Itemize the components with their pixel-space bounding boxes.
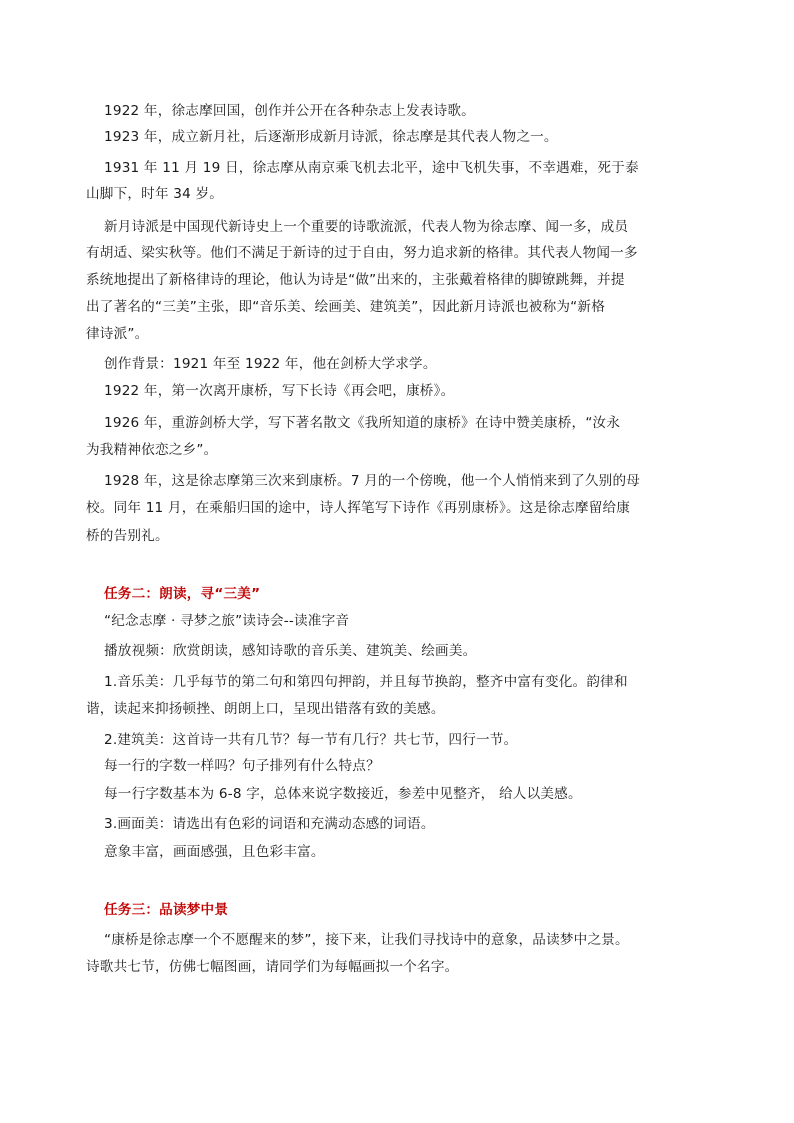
task2-reading-event: “纪念志摩 · 寻梦之旅”读诗会--读准字音 [104,613,350,629]
task2-answer: 每一行字数基本为 6-8 字，总体来说字数接近，参差中见整齐， 给人以美感。 [104,786,582,802]
background-1922: 1922 年，第一次离开康桥，写下长诗《再会吧，康桥》。 [104,383,455,399]
task2-painting-beauty: 3.画面美：请选出有色彩的词语和充满动态感的词语。 [104,816,435,832]
school-para-line1: 新月诗派是中国现代新诗史上一个重要的诗歌流派，代表人物为徐志摩、闻一多，成员 [104,219,629,235]
background-1926-line2: 为我精神依恋之乡”。 [86,442,218,458]
task2-video: 播放视频：欣赏朗读，感知诗歌的音乐美、建筑美、绘画美。 [104,643,477,659]
task2-music-beauty-line1: 1.音乐美：几乎每节的第二句和第四句押韵，并且每节换韵，整齐中富有变化。韵律和 [104,674,628,690]
background-1928-line3: 桥的告别礼。 [86,528,169,544]
task3-instruction: 诗歌共七节，仿佛七幅图画，请同学们为每幅画拟一个名字。 [86,959,459,975]
task2-question: 每一行的字数一样吗？句子排列有什么特点？ [104,758,380,774]
school-para-line2: 有胡适、梁实秋等。他们不满足于新诗的过于自由，努力追求新的格律。其代表人物闻一多 [86,245,638,261]
task3-intro: “康桥是徐志摩一个不愿醒来的梦”，接下来，让我们寻找诗中的意象，品读梦中之景。 [104,932,629,948]
task3-heading: 任务三：品读梦中景 [104,902,229,918]
task2-heading: 任务二：朗读，寻“三美” [104,586,261,602]
task2-painting-summary: 意象丰富，画面感强，且色彩丰富。 [104,844,325,860]
timeline-1922: 1922 年，徐志摩回国，创作并公开在各种杂志上发表诗歌。 [104,103,475,119]
school-para-line4: 出了著名的“三美”主张，即“音乐美、绘画美、建筑美”，因此新月诗派也被称为“新格 [86,299,605,315]
task2-architecture-beauty: 2.建筑美：这首诗一共有几节？每一节有几行？共七节，四行一节。 [104,732,518,748]
background-intro: 创作背景：1921 年至 1922 年，他在剑桥大学求学。 [104,356,437,372]
school-para-line3: 系统地提出了新格律诗的理论，他认为诗是“做”出来的，主张戴着格律的脚镣跳舞，并提 [86,272,625,288]
background-1928-line2: 校。同年 11 月，在乘船归国的途中，诗人挥笔写下诗作《再别康桥》。这是徐志摩留给康 [86,500,631,516]
task2-music-beauty-line2: 谐，读起来抑扬顿挫、朗朗上口，呈现出错落有致的美感。 [86,701,445,717]
timeline-1923: 1923 年，成立新月社，后逐渐形成新月诗派，徐志摩是其代表人物之一。 [104,129,558,145]
school-para-line5: 律诗派”。 [86,326,149,342]
timeline-1931-line1: 1931 年 11 月 19 日，徐志摩从南京乘飞机去北平，途中飞机失事，不幸遇难，死于泰 [104,160,639,176]
background-1928-line1: 1928 年，这是徐志摩第三次来到康桥。7 月的一个傍晚，他一个人悄悄来到了久别的母 [104,473,641,489]
background-1926-line1: 1926 年，重游剑桥大学，写下著名散文《我所知道的康桥》在诗中赞美康桥，“汝永 [104,415,621,431]
timeline-1931-line2: 山脚下，时年 34 岁。 [86,186,224,202]
